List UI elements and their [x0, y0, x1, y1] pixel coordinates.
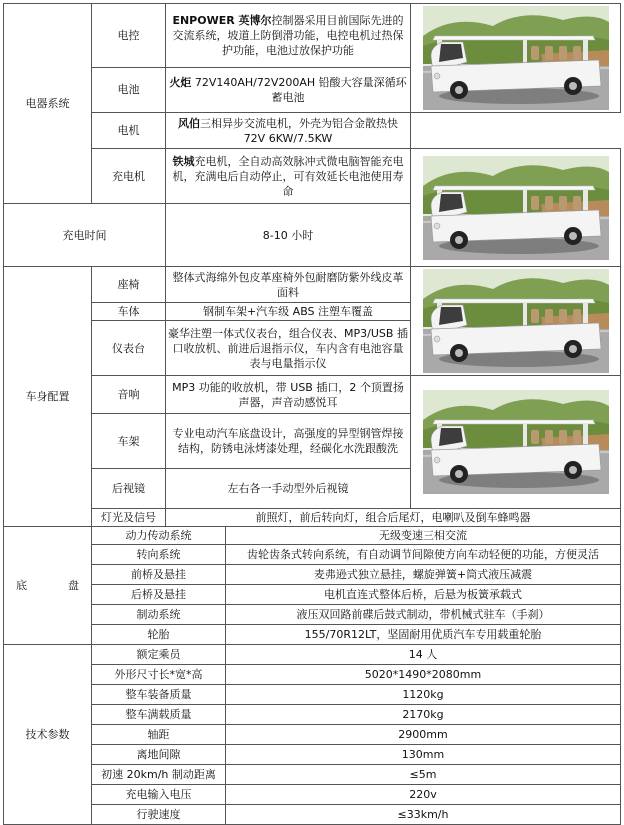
row-value-motor — [166, 113, 411, 149]
row-value-drivetrain: 无级变速三相交流 — [226, 527, 621, 545]
row-label-curb-weight: 整车装备质量 — [92, 685, 226, 705]
car-photo-1 — [411, 4, 621, 113]
row-value-rear-axle: 电机直连式整体后桥，后悬为板簧承载式 — [226, 585, 621, 605]
row-value-steering: 齿轮齿条式转向系统，有自动调节间隙使方向车动轻便的功能，方便灵活 — [226, 545, 621, 565]
row-label-charger: 充电机 — [92, 149, 166, 204]
group-tech: 技术参数 — [4, 645, 92, 825]
car-photo-4 — [411, 376, 621, 509]
row-label-rear-axle: 后桥及悬挂 — [92, 585, 226, 605]
car-photo-3 — [411, 267, 621, 376]
row-value-controller — [166, 4, 411, 68]
row-value-gross-weight: 2170kg — [226, 705, 621, 725]
row-label-steering: 转向系统 — [92, 545, 226, 565]
row-label-wheelbase: 轴距 — [92, 725, 226, 745]
row-value-brakes: 液压双回路前碟后鼓式制动，带机械式驻车（手刹） — [226, 605, 621, 625]
brand-enpower: ENPOWER 英博尔 — [172, 13, 272, 27]
charger-text: 充电机，全自动高效脉冲式微电脑智能充电机，充满电后自动停止，可有效延长电池使用寿命 — [172, 154, 404, 198]
motor-text: 三相异步交流电机，外壳为铝合金散热快 72V 6KW/7.5KW — [200, 116, 398, 145]
car-image — [423, 6, 609, 110]
row-value-battery — [166, 67, 411, 112]
row-value-braking-distance: ≤5m — [226, 765, 621, 785]
group-electrical: 电器系统 — [4, 4, 92, 204]
row-label-dimensions: 外形尺寸长*宽*高 — [92, 665, 226, 685]
row-value-frame: 专业电动汽车底盘设计，高强度的异型钢管焊接结构，防锈电泳烤漆处理，经碳化水洗跟酸洗 — [166, 414, 411, 469]
group-body: 车身配置 — [4, 267, 92, 527]
brand-tiecheng: 铁城 — [172, 154, 195, 168]
chassis-char-1: 底 — [15, 579, 27, 592]
row-label-ground-clearance: 离地间隙 — [92, 745, 226, 765]
row-label-frame: 车架 — [92, 414, 166, 469]
row-value-audio: MP3 功能的收放机，带 USB 插口，2 个顶置扬声器，声音动感悦耳 — [166, 376, 411, 414]
chassis-char-2: 盘 — [68, 579, 80, 592]
row-label-mirror: 后视镜 — [92, 469, 166, 509]
row-value-mirror: 左右各一手动型外后视镜 — [166, 469, 411, 509]
row-label-seat: 座椅 — [92, 267, 166, 303]
spec-table — [3, 3, 621, 825]
row-value-lights: 前照灯，前后转向灯，组合后尾灯，电喇叭及倒车蜂鸣器 — [166, 509, 621, 527]
row-value-body: 钢制车架+汽车级 ABS 注塑车覆盖 — [166, 303, 411, 321]
row-value-dashboard: 豪华注塑一体式仪表台，组合仪表、MP3/USB 插口收放机、前进后退指示仪，车内含有电池容量表与电量指示仪 — [166, 321, 411, 376]
row-value-curb-weight: 1120kg — [226, 685, 621, 705]
charge-time-label: 充电时间 — [4, 204, 166, 267]
battery-text: 72V140AH/72V200AH 铅酸大容量深循环蓄电池 — [191, 75, 407, 104]
car-image — [423, 156, 609, 260]
car-image — [423, 269, 609, 373]
row-label-braking-distance: 初速 20km/h 制动距离 — [92, 765, 226, 785]
row-label-motor: 电机 — [92, 113, 166, 149]
car-image — [423, 390, 609, 494]
row-label-body: 车体 — [92, 303, 166, 321]
row-label-speed: 行驶速度 — [92, 805, 226, 825]
row-label-dashboard: 仪表台 — [92, 321, 166, 376]
row-label-tires: 轮胎 — [92, 625, 226, 645]
row-value-front-axle: 麦弗逊式独立悬挂，螺旋弹簧+筒式液压减震 — [226, 565, 621, 585]
row-value-charger — [166, 149, 411, 204]
group-chassis — [4, 527, 92, 645]
row-label-audio: 音响 — [92, 376, 166, 414]
charge-time-value: 8-10 小时 — [166, 204, 411, 267]
row-label-lights: 灯光及信号 — [92, 509, 166, 527]
row-label-gross-weight: 整车满载质量 — [92, 705, 226, 725]
row-value-passengers: 14 人 — [226, 645, 621, 665]
car-photo-2 — [411, 149, 621, 267]
row-value-input-voltage: 220v — [226, 785, 621, 805]
controller-text: 控制器采用目前国际先进的交流系统，坡道上防倒滑功能，电控电机过热保护功能，电池过放保护功能 — [172, 13, 404, 57]
brand-torch: 火炬 — [169, 75, 192, 89]
row-label-drivetrain: 动力传动系统 — [92, 527, 226, 545]
row-value-dimensions: 5020*1490*2080mm — [226, 665, 621, 685]
row-label-brakes: 制动系统 — [92, 605, 226, 625]
row-value-wheelbase: 2900mm — [226, 725, 621, 745]
brand-fengbo: 风伯 — [178, 116, 200, 130]
row-value-tires: 155/70R12LT，坚固耐用优质汽车专用载重轮胎 — [226, 625, 621, 645]
row-label-passengers: 额定乘员 — [92, 645, 226, 665]
row-label-controller: 电控 — [92, 4, 166, 68]
row-value-speed: ≤33km/h — [226, 805, 621, 825]
row-value-ground-clearance: 130mm — [226, 745, 621, 765]
row-label-battery: 电池 — [92, 67, 166, 112]
row-label-front-axle: 前桥及悬挂 — [92, 565, 226, 585]
row-label-input-voltage: 充电输入电压 — [92, 785, 226, 805]
row-value-seat: 整体式海绵外包皮革座椅外包耐磨防紫外线皮革面料 — [166, 267, 411, 303]
